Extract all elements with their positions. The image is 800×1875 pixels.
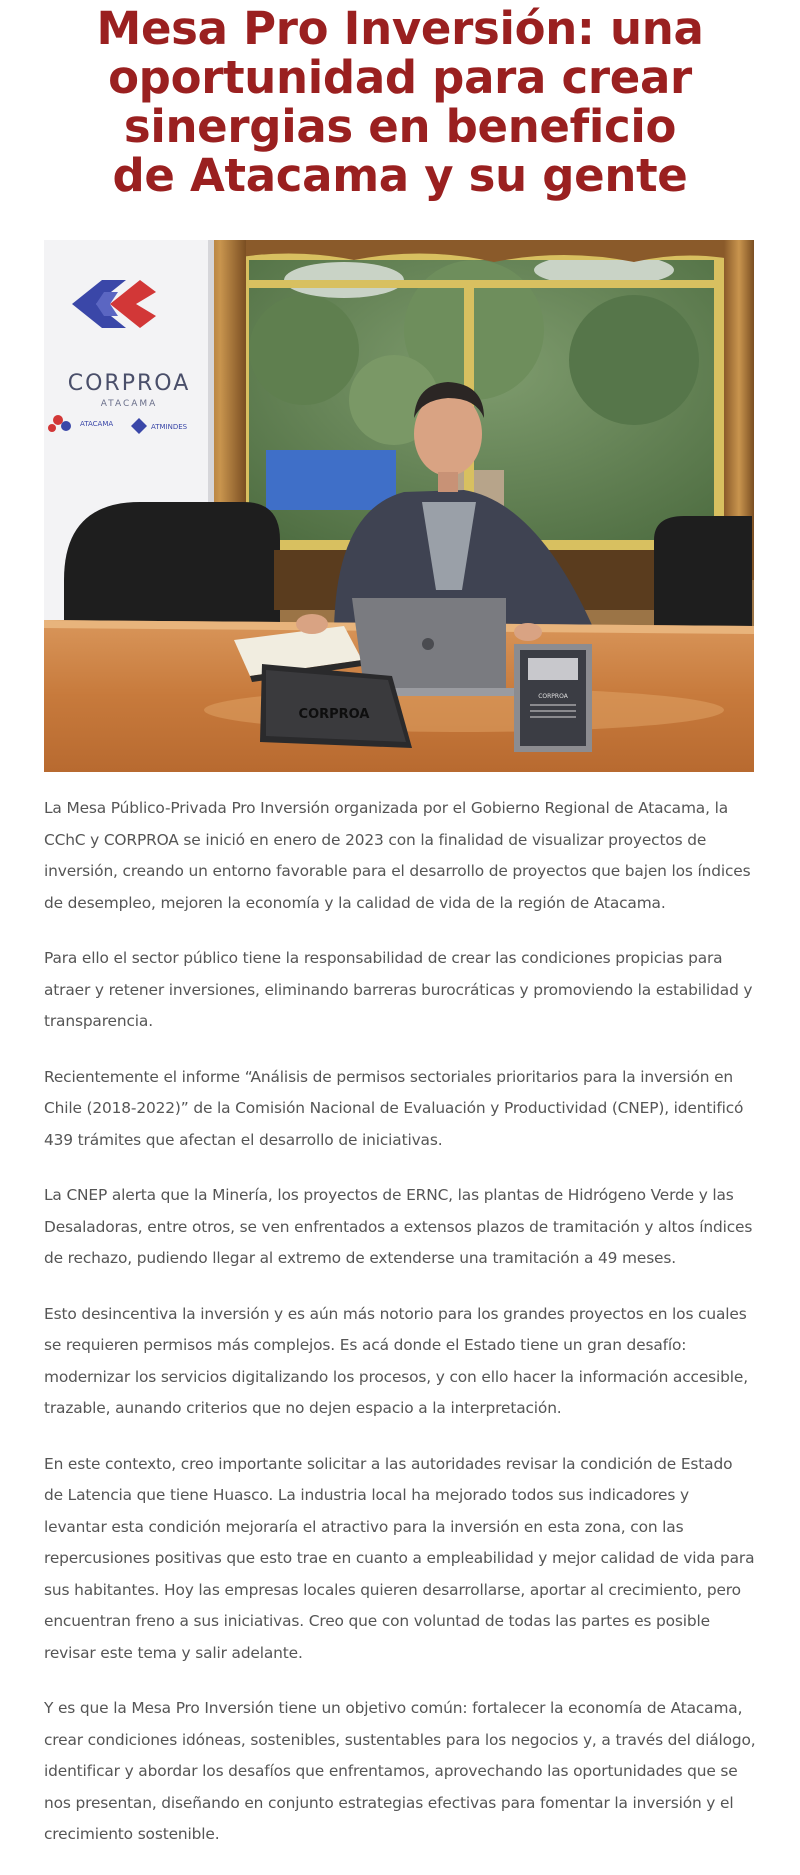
paragraph: Esto desincentiva la inversión y es aún más notorio para los grandes proyectos en los cuales se requieren permisos más complejos. Es acá donde el Estado tiene un gran desafío: modernizar los servicios digitalizando los procesos, y con ello hacer la información accesible, trazable, aunando criterios que no dejen espacio a la interpretación. <box>44 1304 748 1417</box>
desk-sign-text: CORPROA <box>298 707 370 722</box>
banner-logo-left: ATACAMA <box>80 420 114 428</box>
paragraph: Para ello el sector público tiene la responsabilidad de crear las condiciones propicias para atraer y retener inversiones, eliminando barreras burocráticas y promoviendo la estabilidad y transparencia. <box>44 949 753 1030</box>
article-title: Mesa Pro Inversión: una oportunidad para crear sinergias en beneficio de Atacama y su gente <box>96 2 704 202</box>
article-photo <box>44 240 754 772</box>
banner-sub: ATACAMA <box>100 399 158 409</box>
paragraph: La Mesa Público-Privada Pro Inversión organizada por el Gobierno Regional de Atacama, la CChC y CORPROA se inició en enero de 2023 con la finalidad de visualizar proyectos de inversión, creando un entorno favorable para el desarrollo de proyectos que bajen los índices de desempleo, mejoren la economía y la calidad de vida de la región de Atacama. <box>44 799 751 912</box>
banner-logo-right: ATMINDES <box>151 423 188 431</box>
paragraph: En este contexto, creo importante solicitar a las autoridades revisar la condición de Estado de Latencia que tiene Huasco. La industria local ha mejorado todos sus indicadores y levantar esta condición mejoraría el atractivo para la inversión en esta zona, con las repercusiones positivas que esto trae en cuanto a empleabilidad y mejor calidad de vida para sus habitantes. Hoy las empresas locales quieren desarrollarse, aportar al crecimiento, pero encuentran freno a sus iniciativas. Creo que con voluntad de todas las partes es posible revisar este tema y salir adelante. <box>44 1454 755 1662</box>
paragraph: La CNEP alerta que la Minería, los proyectos de ERNC, las plantas de Hidrógeno Verde y las Desaladoras, entre otros, se ven enfrentados a extensos plazos de tramitación y altos índices de rechazo, pudiendo llegar al extremo de extenderse una tramitación a 49 meses. <box>44 1186 753 1267</box>
banner-brand: CORPROA <box>67 371 191 396</box>
paragraph: Y es que la Mesa Pro Inversión tiene un objetivo común: fortalecer la economía de Atacama, crear condiciones idóneas, sostenibles, sustentables para los negocios y, a través del diálogo, identificar y abordar los desafíos que enfrentamos, aprovechando las oportunidades que se nos presentan, diseñando en conjunto estrategias efectivas para fomentar la inversión y el crecimiento sostenible. <box>44 1699 756 1843</box>
photo-illustration <box>44 240 754 772</box>
paragraph: Recientemente el informe “Análisis de permisos sectoriales prioritarios para la inversión en Chile (2018-2022)” de la Comisión Nacional de Evaluación y Productividad (CNEP), identificó 439 trámites que afectan el desarrollo de iniciativas. <box>44 1067 744 1149</box>
article-body <box>44 793 756 1875</box>
plaque-text: CORPROA <box>538 693 568 700</box>
